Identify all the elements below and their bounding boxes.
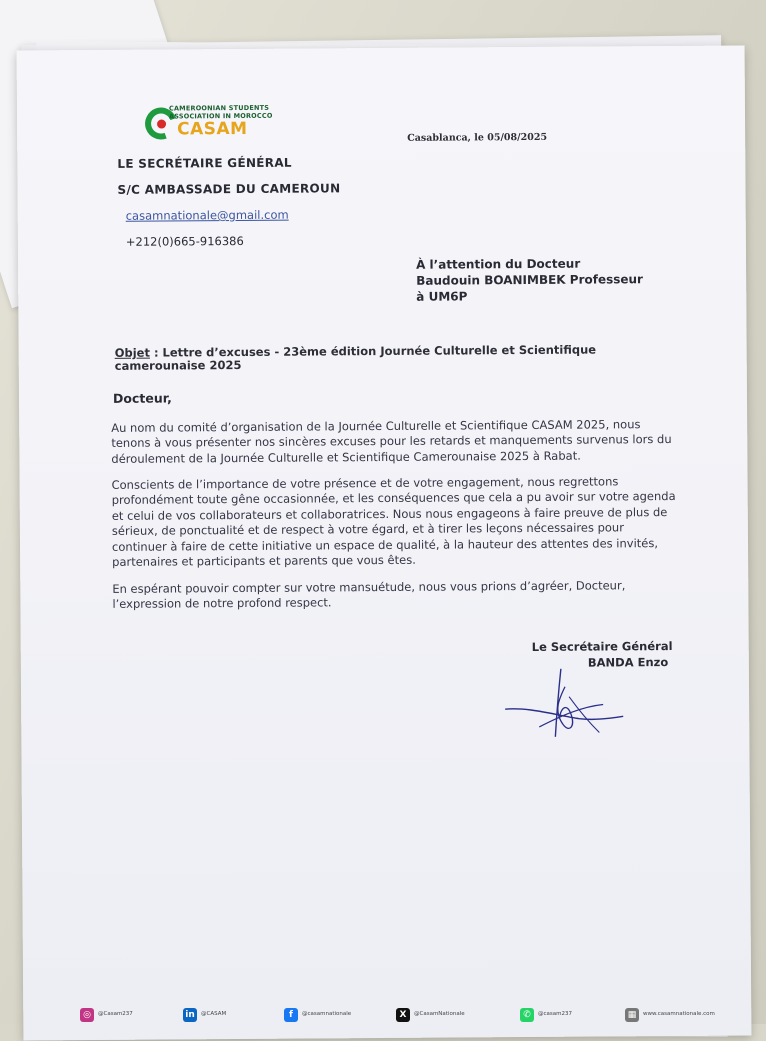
linkedin-icon[interactable]: in: [183, 1008, 197, 1022]
sender-via: S/C AMBASSADE DU CAMEROUN: [117, 181, 341, 197]
subject-line: [115, 343, 675, 373]
body-paragraph-2: Conscients de l’importance de votre présence et de votre engagement, nous regrettons profondément toute gêne occasionnée, et les conséquences que cela a pu avoir sur votre agenda et celui de vos collaborateurs et collaboratrices. Nous nous engageons à faire preuve de plus de sérieux, de ponctualité et de respect à votre égard, et à tirer les leçons nécessaires pour continuer à faire de cette initiative un espace de qualité, à la hauteur des attentes des invités, partenaires et participants et parents que vous êtes.: [111, 474, 676, 569]
letter-date: Casablanca, le 05/08/2025: [407, 131, 548, 144]
footer-label[interactable]: www.casamnationale.com: [643, 1011, 715, 1017]
facebook-icon[interactable]: f: [284, 1008, 298, 1022]
handwritten-signature: [499, 666, 630, 747]
recipient-block: [416, 255, 656, 305]
salutation: Docteur,: [112, 390, 172, 406]
closing-title: Le Secrétaire Général: [531, 638, 673, 654]
recipient-line1: À l’attention du Docteur: [416, 256, 581, 272]
subject-text: : Lettre d’excuses - 23ème édition Journée Culturelle et Scientifique camerounaise 2025: [114, 342, 597, 373]
footer-label[interactable]: @casam237: [538, 1011, 572, 1017]
recipient-line3: à UM6P: [416, 289, 468, 304]
web-icon[interactable]: ▦: [625, 1008, 639, 1022]
instagram-icon[interactable]: ◎: [80, 1008, 94, 1022]
subject-label: Objet: [114, 345, 150, 360]
logo-wordmark: CASAM: [177, 118, 248, 140]
body-paragraph-1: Au nom du comité d’organisation de la Journée Culturelle et Scientifique CASAM 2025, nous tenons à vous présenter nos sincères excuses pour les retards et manquements survenus lors du déroulement de la Journée Culturelle et Scientifique Camerounaise 2025 à Rabat.: [111, 417, 672, 466]
footer-social-bar: [80, 1006, 760, 1024]
footer-label[interactable]: @Casam237: [98, 1011, 133, 1017]
casam-logo: [145, 105, 285, 146]
sender-title: LE SECRÉTAIRE GÉNÉRAL: [117, 155, 292, 171]
logo-subtitle-line1: CAMEROONIAN STUDENTS: [168, 103, 270, 113]
footer-label[interactable]: @CASAM: [201, 1011, 227, 1017]
logo-dot-icon: [157, 120, 166, 129]
footer-label[interactable]: @casamnationale: [302, 1011, 352, 1017]
logo-subtitle-line2: ASSOCIATION IN MOROCCO: [168, 111, 273, 120]
body-paragraph-3: En espérant pouvoir compter sur votre mansuétude, nous vous prions d’agréer, Docteur, l’expression de notre profond respect.: [112, 578, 626, 612]
recipient-line2: Baudouin BOANIMBEK Professeur: [416, 272, 643, 288]
sender-block: [117, 155, 341, 249]
x-icon[interactable]: X: [396, 1008, 410, 1022]
footer-label[interactable]: @CasamNationale: [414, 1011, 465, 1017]
sender-email-link[interactable]: casamnationale@gmail.com: [125, 207, 289, 223]
closing-name: BANDA Enzo: [587, 655, 669, 670]
whatsapp-icon[interactable]: ✆: [520, 1008, 534, 1022]
sender-phone: +212(0)665-916386: [125, 233, 244, 249]
letter-page: [17, 45, 752, 1040]
